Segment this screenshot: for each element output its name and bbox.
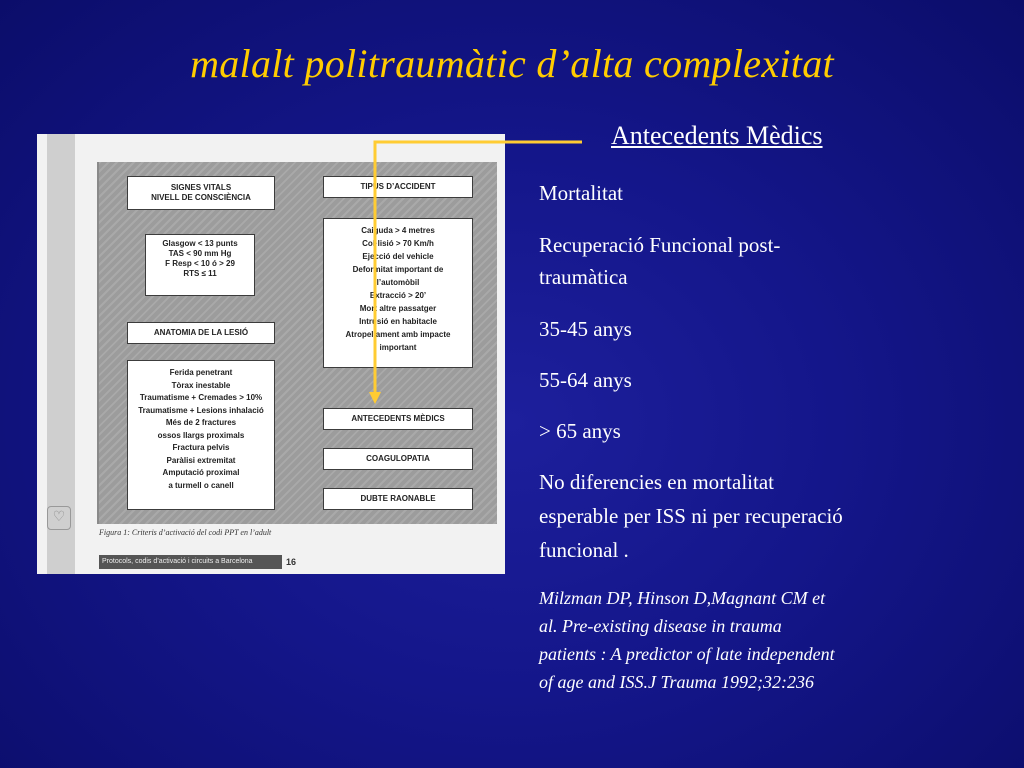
accident-item: Mort altre passatger	[359, 304, 437, 313]
anatomy-header: ANATOMIA DE LA LESIÓ	[127, 322, 275, 344]
anatomy-item: Traumatisme + Lesions inhalació	[138, 405, 264, 415]
accident-item: Caiguda > 4 metres	[361, 226, 435, 235]
vital-signs-box	[145, 234, 255, 296]
anatomy-item: Paràlisi extremitat	[166, 455, 236, 465]
protocol-figure	[37, 134, 505, 574]
accident-item: l’automòbil	[376, 278, 420, 287]
accident-item: Atropellament amb impacte	[345, 330, 451, 339]
vital-item: F Resp < 10 ó > 29	[165, 259, 235, 268]
anatomy-item: Traumatisme + Cremades > 10%	[139, 393, 263, 402]
item-no-difference-line1: No diferencies en mortalitat	[539, 470, 774, 494]
anatomy-box	[127, 360, 275, 510]
anatomy-item: Més de 2 fractures	[165, 418, 237, 427]
figure-footer: Protocols, codis d’activació i circuits a Barcelona	[99, 555, 282, 569]
vital-signs-header	[127, 176, 275, 210]
vital-item: RTS ≤ 11	[183, 269, 217, 278]
item-age-35-45: 35-45 anys	[539, 317, 632, 341]
figure-top-faded	[97, 142, 497, 158]
item-recovery-line2: traumàtica	[539, 265, 628, 289]
accident-item: important	[379, 343, 417, 352]
item-mortality: Mortalitat	[539, 181, 623, 205]
anatomy-item: a turmell o canell	[168, 480, 234, 490]
consciousness-label: NIVELL DE CONSCIÈNCIA	[151, 193, 251, 202]
vital-item: TAS < 90 mm Hg	[168, 249, 232, 258]
accident-type-header: TIPUS D’ACCIDENT	[323, 176, 473, 198]
accident-type-box	[323, 218, 473, 368]
accident-item: Extracció > 20’	[369, 291, 427, 300]
vital-signs-label: SIGNES VITALS	[170, 183, 232, 192]
anatomy-item: ossos llargs proximals	[157, 430, 245, 440]
accident-item: Intrusió en habitacle	[359, 317, 437, 326]
section-heading: Antecedents Mèdics	[611, 121, 823, 150]
anatomy-item: Ferida penetrant	[169, 368, 233, 377]
anatomy-item: Fractura pelvis	[172, 443, 230, 452]
item-age-over-65: > 65 anys	[539, 419, 621, 443]
figure-page-number: 16	[286, 557, 297, 567]
reasonable-doubt-box: DUBTE RAONABLE	[323, 488, 473, 510]
item-recovery-line1: Recuperació Funcional post-	[539, 233, 781, 257]
slide-title: malalt politraumàtic d’alta complexitat	[190, 41, 834, 86]
figure-caption: Figura 1: Criteris d’activació del codi PPT en l’adult	[99, 528, 272, 537]
item-no-difference-line3: funcional .	[539, 538, 629, 562]
reference-line: patients : A predictor of late independent	[539, 644, 835, 664]
accident-item: Deformitat important de	[352, 265, 444, 274]
accident-item: Col·lisió > 70 Km/h	[362, 239, 434, 248]
figure-diagram-area	[97, 162, 497, 524]
reference-line: al. Pre-existing disease in trauma	[539, 616, 782, 636]
reference-line: of age and ISS.J Trauma 1992;32:236	[539, 672, 814, 692]
anatomy-item: Amputació proximal	[162, 468, 240, 477]
anatomy-item: Tòrax inestable	[171, 380, 231, 390]
reference-line: Milzman DP, Hinson D,Magnant CM et	[539, 588, 826, 608]
medical-history-box: ANTECEDENTS MÈDICS	[323, 408, 473, 430]
accident-item: Ejecció del vehicle	[362, 252, 434, 261]
item-no-difference-line2: esperable per ISS ni per recuperació	[539, 504, 843, 528]
vital-item: Glasgow < 13 punts	[162, 239, 238, 248]
coagulopathy-box: COAGULOPATIA	[323, 448, 473, 470]
reference-citation	[539, 584, 969, 696]
item-age-55-64: 55-64 anys	[539, 368, 632, 392]
logo-icon: ♡	[47, 506, 71, 530]
